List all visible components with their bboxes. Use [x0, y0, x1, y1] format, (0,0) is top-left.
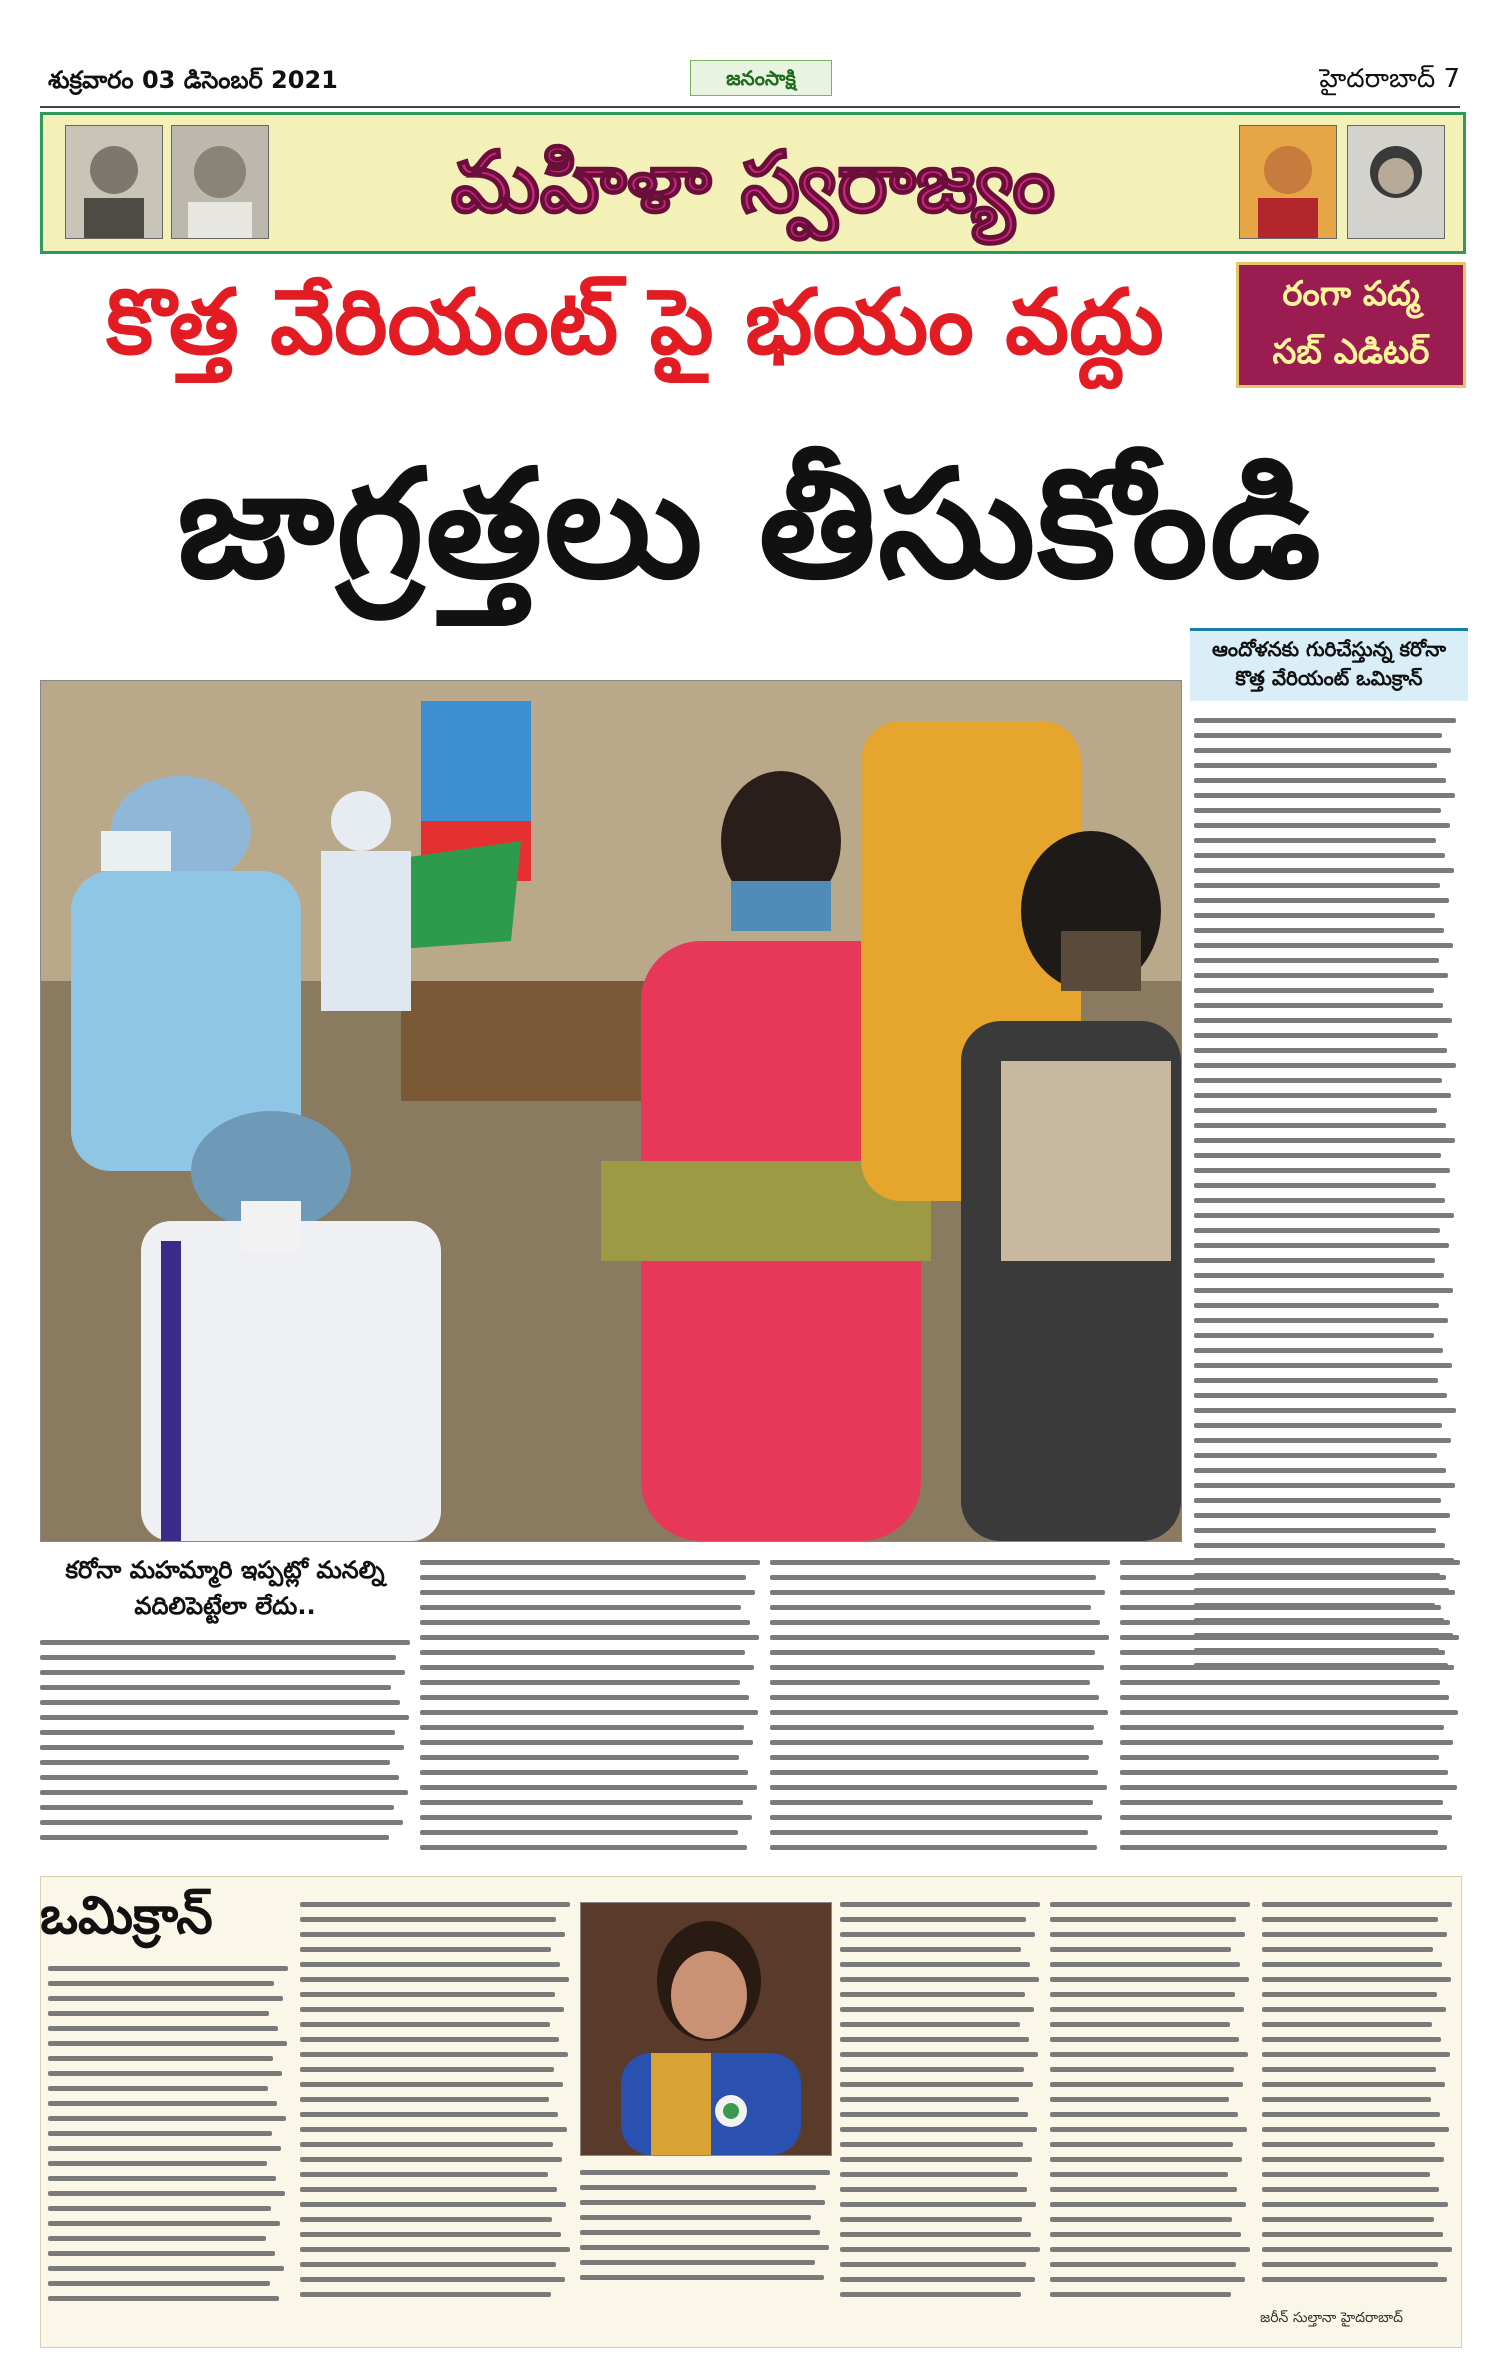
text-line — [1194, 868, 1454, 873]
text-line — [420, 1590, 755, 1595]
text-line — [1194, 1438, 1451, 1443]
text-line — [1194, 1243, 1449, 1248]
text-line — [300, 1932, 565, 1937]
text-line — [1262, 2067, 1436, 2072]
portrait-4-image — [1348, 126, 1444, 238]
text-line — [1194, 1528, 1436, 1533]
text-line — [840, 2082, 1033, 2087]
text-line — [300, 2202, 566, 2207]
text-line — [770, 1740, 1103, 1745]
text-line — [1050, 1992, 1235, 1997]
text-line — [1050, 2232, 1241, 2237]
headline-secondary: జాగ్రత్తలు తీసుకోండి — [177, 438, 1323, 612]
text-line — [1262, 2127, 1449, 2132]
text-line — [300, 1917, 556, 1922]
text-line — [840, 2262, 1026, 2267]
text-line — [1194, 1048, 1447, 1053]
text-line — [770, 1560, 1110, 1565]
text-line — [1050, 2022, 1230, 2027]
text-line — [300, 2067, 554, 2072]
text-line — [840, 2277, 1035, 2282]
text-line — [1194, 1393, 1447, 1398]
text-line — [1050, 2202, 1246, 2207]
text-line — [1262, 2232, 1443, 2237]
text-line — [1262, 2217, 1434, 2222]
text-line — [1120, 1710, 1458, 1715]
text-line — [40, 1745, 404, 1750]
text-line — [1194, 1198, 1445, 1203]
portrait-image — [171, 125, 269, 239]
text-line — [1194, 838, 1436, 843]
text-line — [300, 2127, 567, 2132]
text-line — [840, 1902, 1040, 1907]
text-line — [840, 2007, 1034, 2012]
text-line — [770, 1770, 1098, 1775]
text-line — [840, 2037, 1029, 2042]
text-line — [1050, 2187, 1237, 2192]
text-line — [840, 2187, 1027, 2192]
text-line — [1194, 1228, 1440, 1233]
text-line — [420, 1800, 743, 1805]
text-line — [48, 2161, 267, 2166]
text-line — [840, 1932, 1035, 1937]
text-line — [300, 2172, 548, 2177]
text-line — [770, 1710, 1108, 1715]
portrait-image — [65, 125, 163, 239]
text-line — [300, 2037, 559, 2042]
text-line — [1262, 1962, 1442, 1967]
text-line — [1050, 1902, 1250, 1907]
text-line — [420, 1695, 749, 1700]
text-line — [1050, 1917, 1236, 1922]
text-line — [770, 1650, 1095, 1655]
text-line — [580, 2185, 816, 2190]
text-line — [300, 2097, 549, 2102]
text-line — [1262, 2247, 1452, 2252]
text-line — [40, 1760, 390, 1765]
text-line — [1194, 718, 1456, 723]
text-line — [1262, 1947, 1433, 1952]
vaccination-scene-image — [41, 681, 1181, 1541]
author-byline-box — [1236, 262, 1466, 388]
feature-title: ఒమిక్రాన్ — [40, 1886, 213, 1946]
text-line — [1050, 2067, 1234, 2072]
text-line — [1194, 1348, 1443, 1353]
text-line — [1194, 1408, 1456, 1413]
text-line — [1262, 1917, 1438, 1922]
text-line — [300, 2292, 551, 2297]
text-line — [1050, 2007, 1244, 2012]
text-line — [300, 2217, 552, 2222]
text-line — [580, 2230, 820, 2235]
text-line — [300, 2142, 553, 2147]
text-line — [1120, 1830, 1438, 1835]
text-line — [48, 2266, 284, 2271]
text-line — [1120, 1755, 1439, 1760]
text-line — [300, 2262, 556, 2267]
text-line — [40, 1655, 396, 1660]
text-line — [770, 1680, 1090, 1685]
text-line — [48, 2221, 280, 2226]
text-line — [840, 1962, 1030, 1967]
text-line — [1194, 928, 1444, 933]
text-line — [40, 1805, 394, 1810]
text-line — [1194, 763, 1437, 768]
text-line — [1120, 1695, 1449, 1700]
author-name: రంగా పద్మ — [1282, 274, 1420, 314]
text-line — [1120, 1770, 1448, 1775]
text-line — [1262, 2277, 1447, 2282]
text-line — [1120, 1845, 1447, 1850]
text-line — [770, 1725, 1094, 1730]
text-line — [770, 1635, 1109, 1640]
text-line — [48, 2176, 276, 2181]
text-line — [580, 2275, 824, 2280]
text-line — [40, 1685, 391, 1690]
text-line — [1120, 1575, 1446, 1580]
text-line — [1262, 2112, 1440, 2117]
text-line — [1120, 1800, 1443, 1805]
text-line — [1194, 1063, 1456, 1068]
text-line — [1262, 2202, 1448, 2207]
text-line — [1194, 1138, 1455, 1143]
text-line — [840, 2202, 1036, 2207]
text-line — [1194, 748, 1451, 753]
text-line — [300, 2247, 570, 2252]
text-line — [48, 2296, 279, 2301]
text-line — [40, 1835, 389, 1840]
text-line — [1050, 2037, 1239, 2042]
text-line — [580, 2245, 829, 2250]
text-line — [1120, 1815, 1452, 1820]
headline-primary: కొత్త వేరియంట్ పై భయం వద్దు — [106, 270, 1164, 375]
text-line — [48, 2191, 285, 2196]
text-line — [840, 2022, 1020, 2027]
text-line — [1194, 958, 1439, 963]
author-portrait-image — [581, 1903, 831, 2155]
text-line — [1050, 1947, 1231, 1952]
text-line — [300, 1902, 570, 1907]
text-line — [840, 1947, 1021, 1952]
text-line — [1194, 733, 1442, 738]
text-line — [1120, 1665, 1454, 1670]
text-line — [40, 1775, 399, 1780]
text-line — [420, 1635, 759, 1640]
portrait-3-image — [1240, 126, 1336, 238]
text-line — [48, 2116, 286, 2121]
text-line — [1262, 1977, 1451, 1982]
text-line — [48, 2251, 275, 2256]
sidebar-article-title: ఆందోళనకు గురిచేస్తున్న కరోనా కొత్త వేరియంట్ ఒమిక్రాన్ — [1190, 628, 1468, 701]
text-line — [300, 1947, 551, 1952]
text-line — [770, 1845, 1097, 1850]
text-line — [1120, 1680, 1440, 1685]
text-line — [1194, 943, 1453, 948]
text-line — [1194, 1258, 1435, 1263]
text-line — [580, 2200, 825, 2205]
text-line — [40, 1820, 403, 1825]
text-line — [420, 1605, 741, 1610]
text-line — [48, 2056, 273, 2061]
text-line — [1120, 1725, 1444, 1730]
text-line — [1050, 2112, 1238, 2117]
text-line — [1050, 2082, 1243, 2087]
text-line — [48, 2281, 270, 2286]
text-line — [420, 1650, 745, 1655]
text-line — [300, 1992, 555, 1997]
text-line — [1194, 1318, 1448, 1323]
text-line — [420, 1815, 752, 1820]
text-line — [840, 2097, 1019, 2102]
text-line — [1194, 1498, 1441, 1503]
text-line — [420, 1710, 758, 1715]
text-line — [1050, 2277, 1245, 2282]
text-line — [40, 1715, 409, 1720]
text-line — [840, 2247, 1040, 2252]
text-line — [1194, 1033, 1438, 1038]
text-line — [1262, 2262, 1438, 2267]
text-line — [1050, 1962, 1240, 1967]
text-line — [1050, 2262, 1236, 2267]
text-line — [1194, 1183, 1436, 1188]
text-line — [1262, 2082, 1445, 2087]
text-line — [1194, 1513, 1450, 1518]
text-line — [840, 2157, 1032, 2162]
text-line — [420, 1830, 738, 1835]
text-line — [1050, 1977, 1249, 1982]
text-line — [40, 1700, 400, 1705]
text-line — [1262, 2007, 1446, 2012]
text-line — [300, 1962, 560, 1967]
text-line — [770, 1605, 1091, 1610]
text-line — [1120, 1620, 1450, 1625]
photo-caption: కరోనా మహమ్మారి ఇప్పట్లో మనల్ని వదిలిపెట్టేలా లేదు.. — [65, 1556, 385, 1620]
text-line — [770, 1830, 1088, 1835]
text-line — [1050, 1932, 1245, 1937]
text-line — [420, 1620, 750, 1625]
text-line — [300, 1977, 569, 1982]
text-line — [1194, 973, 1448, 978]
text-line — [420, 1845, 747, 1850]
text-line — [300, 2112, 558, 2117]
text-line — [840, 1977, 1039, 1982]
text-line — [840, 2172, 1018, 2177]
text-line — [48, 2146, 281, 2151]
text-line — [1194, 1003, 1443, 1008]
text-line — [770, 1620, 1100, 1625]
text-line — [300, 2187, 557, 2192]
text-line — [770, 1590, 1105, 1595]
text-line — [1262, 1932, 1447, 1937]
text-line — [1194, 823, 1450, 828]
text-line — [1194, 1093, 1451, 1098]
main-news-photo — [40, 680, 1182, 1542]
page-location-number: హైదరాబాద్ 7 — [1319, 64, 1460, 94]
text-line — [300, 2157, 562, 2162]
text-line — [48, 2011, 269, 2016]
text-line — [1262, 2157, 1444, 2162]
text-line — [840, 2232, 1031, 2237]
text-line — [48, 2131, 272, 2136]
text-line — [770, 1695, 1099, 1700]
text-line — [1262, 2172, 1430, 2177]
text-line — [48, 2071, 282, 2076]
text-line — [840, 2292, 1021, 2297]
text-line — [300, 2052, 568, 2057]
text-line — [1194, 793, 1455, 798]
text-line — [1194, 1018, 1452, 1023]
text-line — [1262, 2022, 1432, 2027]
text-line — [1194, 913, 1435, 918]
text-line — [48, 1981, 274, 1986]
text-line — [1262, 2187, 1439, 2192]
text-line — [1050, 2142, 1233, 2147]
text-line — [420, 1680, 740, 1685]
text-line — [48, 2041, 287, 2046]
text-line — [300, 2007, 564, 2012]
portrait-image — [1347, 125, 1445, 239]
text-line — [1194, 1468, 1446, 1473]
text-line — [1050, 2052, 1248, 2057]
text-line — [1194, 1333, 1434, 1338]
text-line — [770, 1815, 1102, 1820]
text-line — [420, 1725, 744, 1730]
text-line — [1194, 1108, 1437, 1113]
text-line — [1194, 883, 1440, 888]
text-line — [48, 1996, 283, 2001]
text-line — [1120, 1605, 1441, 1610]
text-line — [1194, 1303, 1439, 1308]
text-line — [1262, 2037, 1441, 2042]
text-line — [48, 2206, 271, 2211]
text-line — [1120, 1635, 1459, 1640]
text-line — [420, 1740, 753, 1745]
text-line — [1120, 1785, 1457, 1790]
text-line — [1194, 988, 1434, 993]
text-line — [1194, 1153, 1441, 1158]
text-line — [1120, 1740, 1453, 1745]
text-line — [1120, 1650, 1445, 1655]
text-line — [1194, 1363, 1452, 1368]
text-line — [840, 1917, 1026, 1922]
text-line — [48, 2101, 277, 2106]
text-line — [420, 1560, 760, 1565]
text-line — [770, 1800, 1093, 1805]
text-line — [40, 1790, 408, 1795]
author-role: సబ్ ఎడిటర్ — [1272, 332, 1430, 372]
text-line — [1194, 808, 1441, 813]
portrait-1-image — [66, 126, 162, 238]
text-line — [1194, 1453, 1437, 1458]
text-line — [580, 2215, 811, 2220]
text-line — [1050, 2292, 1231, 2297]
text-line — [1194, 1078, 1442, 1083]
text-line — [1194, 1483, 1455, 1488]
text-line — [1050, 2157, 1242, 2162]
text-line — [1050, 2097, 1229, 2102]
text-line — [840, 2067, 1024, 2072]
text-line — [420, 1785, 757, 1790]
text-line — [48, 2026, 278, 2031]
text-line — [1194, 1213, 1454, 1218]
text-line — [40, 1730, 395, 1735]
text-line — [1050, 2172, 1228, 2177]
text-line — [840, 2142, 1023, 2147]
text-line — [840, 2217, 1022, 2222]
text-line — [840, 2112, 1028, 2117]
text-line — [420, 1770, 748, 1775]
text-line — [1050, 2247, 1250, 2252]
text-line — [1262, 2097, 1431, 2102]
section-banner — [40, 112, 1466, 254]
text-line — [840, 2052, 1038, 2057]
text-line — [300, 2232, 561, 2237]
text-line — [1194, 1288, 1453, 1293]
text-line — [1262, 1992, 1437, 1997]
text-line — [770, 1575, 1096, 1580]
text-line — [1050, 2127, 1247, 2132]
text-line — [770, 1785, 1107, 1790]
text-line — [40, 1640, 410, 1645]
text-line — [40, 1670, 405, 1675]
text-line — [1194, 1168, 1450, 1173]
text-line — [580, 2260, 815, 2265]
text-line — [1120, 1590, 1455, 1595]
text-line — [1194, 1273, 1444, 1278]
text-line — [48, 2236, 266, 2241]
text-line — [420, 1755, 739, 1760]
text-line — [1050, 2217, 1232, 2222]
text-line — [1262, 1902, 1452, 1907]
text-line — [1194, 1378, 1438, 1383]
text-line — [1194, 778, 1446, 783]
text-line — [300, 2082, 563, 2087]
section-title: మహిళా స్వరాజ్యం — [450, 133, 1056, 231]
text-line — [840, 1992, 1025, 1997]
text-line — [1194, 1423, 1442, 1428]
text-line — [770, 1755, 1089, 1760]
text-line — [1262, 2052, 1450, 2057]
text-line — [1262, 2142, 1435, 2147]
text-line — [1194, 898, 1449, 903]
text-line — [840, 2127, 1037, 2132]
text-line — [420, 1665, 754, 1670]
text-line — [48, 1966, 288, 1971]
text-line — [300, 2277, 565, 2282]
newspaper-masthead: జనంసాక్షి — [690, 60, 832, 96]
text-line — [770, 1665, 1104, 1670]
issue-date: శుక్రవారం 03 డిసెంబర్ 2021 — [48, 66, 338, 94]
text-line — [420, 1575, 746, 1580]
author-photo — [580, 1902, 832, 2156]
portrait-2-image — [172, 126, 268, 238]
text-line — [300, 2022, 550, 2027]
portrait-image — [1239, 125, 1337, 239]
text-line — [580, 2170, 830, 2175]
text-line — [1194, 1123, 1446, 1128]
contributor-credit: జరీన్ సుల్తానా హైదరాబాద్ — [1260, 2310, 1404, 2326]
text-line — [1120, 1560, 1460, 1565]
text-line — [1194, 853, 1445, 858]
text-line — [1194, 1543, 1445, 1548]
text-line — [48, 2086, 268, 2091]
